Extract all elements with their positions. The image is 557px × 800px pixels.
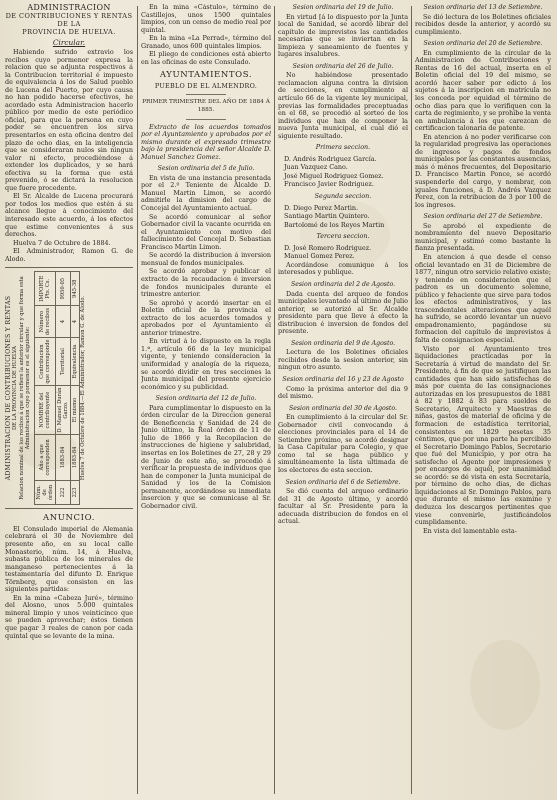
list-item: Juan Vazquez Cano. (284, 163, 348, 172)
paragraph: En atencion á que desde el censo oficial levantado en 31 de Diciembre de 1877, ningun otro servicio relativo existe; y teniendo en consideracion que el padron es un documento solemne, público y fehaciente que sirve para todos los efectos administrativos, y las trascendentales alteraciones que aquél ha sufrido, se acordó levantar un nuevo empadronamiento, pagándose su formacion del capítulo de imprevistos á falta de consignacion especial. (415, 252, 551, 344)
paragraph: En virtud [á lo dispuesto por la Junta local de Sanidad, se acordó librar del capítulo de imprevistos las cantidades necesarias que se inviertan en la limpieza y saneamiento de fuentes y lugares insalubres. (278, 12, 408, 59)
table-footer: Huelva 7 de Octubre de 1884.—El Administrador, Ramon G. de Alodo. (79, 296, 86, 481)
table-header-cell: Número de recibos (34, 306, 55, 337)
separator (186, 119, 226, 120)
column-4 (415, 4, 551, 796)
sesion-heading: Sesion ordinaria del 30 de Agosto. (288, 404, 398, 412)
pliego: El pliego de condiciones está abierto en las oficinas de este Consulado. (141, 50, 271, 66)
paragraph: En vista del lamentable esta- (423, 526, 517, 535)
sesion-heading: Sesion ordinaria del 9 de Agosto. (290, 339, 396, 347)
sesion-heading: Sesion ordinaria del 26 de Julio. (292, 62, 394, 70)
paragraph: Acordándose comunique á los interesados y publique. (278, 260, 408, 277)
circular-title: Circular. (52, 38, 86, 47)
table-cell: 1883-84 (70, 435, 79, 481)
rot-sub: DE LA PROVINCIA DE HUELVA (12, 346, 19, 431)
table-cell: Territorial (55, 338, 70, 386)
extracto: Extracto de los acuerdos tomados por el Ayuntamiento y aprobados por el mismo durante el expresado trimestre bajo la presidencia del señor Alcalde D. Manuel Sanchez Gomez. (141, 122, 271, 161)
table-cell: 9950-05 (55, 272, 70, 306)
paragraph: En virtud á lo dispuesto en la regla 1.ª, artículo 66 de la ley municipal vigente, y teniendo consideracion la uniformidad y analogía de la riqueza, se acordó dividir en tres secciones la Junta municipal del presente ejercicio económico y su publicidad. (141, 337, 271, 391)
sesion-heading: Sesion ordinaria del 16 y 23 de Agosto (282, 375, 404, 383)
table-cell: 4 (70, 306, 79, 337)
names-list (278, 156, 408, 189)
anuncio-body: El Consulado imperial de Alemania celebrará el 30 de Noviembre del presente año, en su local calle Monasterio, núm. 14, á Huelva, subasta pública de los minerales de manganeso pertenecientes á la testamentaría del difunto D. Enrique Törnberg, que consisten en las siguientes partidas: (5, 524, 133, 594)
alcalde-body: El Sr. Alcalde de Lucena procurará por todos los medios que estén á su alcance llegue á conocimiento del interesado este acuerdo, á los efectos que estime convenientes á sus derechos. (5, 192, 133, 239)
rot-title: ADMINISTRACION DE CONTRIBUCIONES Y RENTAS (5, 295, 12, 481)
column-rule (274, 6, 275, 794)
mine-castulo: En la mina «Cástulo», término de Castillejos, unos 1500 quintales limpios, con un censo de medio real por quintal. (141, 4, 271, 34)
paragraph: Como la próxima anterior del dia 9 del mismo. (278, 384, 408, 401)
list-item: D. José Romero Rodriguez. (284, 243, 372, 252)
table-header-cell: Contribucion que corresponde (34, 338, 55, 386)
column-2 (141, 4, 271, 796)
paragraph: En atencion á no poder verificarse con la regularidad progresiva las operaciones de ingresos y pagos de fondos municipales por las constantes ausencias, más ó ménos frecuentes, del Depositario D. Francisco Martin Ponce, se acordó suspenderle del cargo, y nombrar, con iguales funciones, á D. Andrés Vazquez Perez, con la retribucion de 3 por 100 de los ingresos. (415, 132, 551, 209)
paragraph: Se acordó la distribucion á inversion mensual de fondos municipales. (141, 251, 271, 267)
sesion-heading: Sesion ordinaria del 19 de Julio. (292, 4, 394, 11)
seccion-heading: Primera seccion. (315, 143, 371, 152)
list-item: José Miguel Rodriguez Gomez. (284, 171, 384, 180)
seccion-heading: Segunda seccion. (314, 192, 372, 201)
sesion-heading: Sesion ordinaria del 12 de Julio. (155, 395, 257, 403)
list-item: Francisco Javier Rodriguez. (284, 180, 374, 189)
names-list (278, 205, 408, 230)
list-item: D. Andrés Rodriguez García. (284, 154, 377, 163)
table-cell: 945-38 (70, 272, 79, 306)
table-header-cell: Año a que corresponden (34, 435, 55, 481)
sesion-heading: Sesion ordinaria del 20 de Setiembre. (423, 40, 543, 48)
sesion-heading: Sesion ordinaria del 13 de Setiembre. (423, 4, 543, 11)
mine-perrad: En la mina «La Perrad», término del Granado, unos 600 quintales limpios. (141, 34, 271, 50)
column-rule (411, 6, 412, 794)
column-rule (137, 6, 138, 794)
list-item: Bartolomé de los Reyes Martin (284, 220, 385, 229)
paragraph: En cumplimiento de la circular de la Administracion de Contribuciones y Rentas de 16 del actual, inserta en el Boletin oficial del 19 del mismo, se acordó hacer saber por edicto á los sujetos á la inscripcion en matrícula no les conceda por equidad el término de ocho dias para que lo verifiquen con la carta de regimiento, y se prohibe la venta en ambulancia á los que carezcan de certificacion talonaria de patente. (415, 48, 551, 133)
receipts-table (34, 271, 80, 505)
table-cell: 1883-84 (55, 435, 70, 481)
pueblo-title: PUEBLO DE EL ALMENDRO. (154, 81, 258, 90)
list-item: Manuel Gomez Perez. (284, 252, 355, 261)
admin-header (5, 4, 133, 47)
sesion-heading: Sesion ordinaria del 27 de Setiembre. (423, 213, 543, 221)
table-header-cell: NOMBRE del contribuyente (34, 386, 55, 435)
table-cell: 222 (55, 481, 70, 505)
rot-desc: Relacion nominal de los recibos á que se refiere la anterior circular y que forma esta Administracion cuyo pormenor es el siguiente: (18, 276, 32, 501)
table-header-row (34, 272, 55, 505)
trimestre: PRIMER TRIMESTRE DEL AÑO DE 1884 Á 1885. (142, 99, 270, 114)
header-sub: DE CONTRIBUCIONES Y RENTAS (5, 12, 133, 20)
table-row (70, 272, 79, 505)
rotated-table-block (5, 267, 133, 509)
list-item: Santiago Martin Quintero. (284, 212, 370, 221)
anuncio-title: ANUNCIO. (42, 513, 95, 524)
names-list (278, 245, 408, 261)
paragraph: Se dió lectura de los Boletines oficiales recibidos desde la anterior, y acordó su cumplimiento. (415, 12, 551, 36)
sesion-heading: Sesion ordinaria del 2 de Agosto. (290, 280, 396, 288)
table-cell: D. Manuel Durán Garzo. (56, 387, 69, 433)
table-cell: El mismo (70, 386, 79, 435)
table-cell: 4 (55, 306, 70, 337)
table-row (55, 272, 70, 505)
date-line: Huelva 7 de Octubre de 1884. (13, 238, 111, 247)
header-admin: ADMINISTRACION (27, 4, 111, 12)
table-header-cell: IMPORTE Pts. Cs. (34, 272, 55, 306)
signature: El Administrador, Ramon G. de Alodo. (5, 247, 133, 263)
paragraph: Visto por el Ayuntamiento tres liquidaciones practicadas por la Secretaría á virtud de mandato del Sr. Presidente, á fin de que se justifiquen las cantidades que han sido satisfechas de más por cuenta de las consignaciones autorizadas en los presupuestos de 1881 á 82 y 1882 á 83 para sueldos de Secretario, Arquitecto y Maestras de niñas, gastos de material de oficina y de formacion de estadística territorial, consistentes en 1829 pesetas 35 céntimos, que por una parte ha percibido el Secretario Domingo Pablos, Secretario que fué del Municipio, y por otra ha satisfecho el Agente por impresiones y por encargos de aquél, por unanimidad se acordó: se dé vista en esta Secretaría, por término de ocho dias, de dichas liquidaciones al Sr. Domingo Pablos, para que durante el mismo las examine y deduzca los descargos pertinentes que viese convenirle, justificándolos cumplidamente. (415, 344, 551, 527)
circular-body: Habiendo sufrido extravio los recibos cuyo pormenor expresa la relacion que se adjunta respectivos á la Contribucion territorial é impuesto de equivalencia á los de Salud pueblo de Lucena del Puerto, por cuyo causa no han podido hacerse efectivos, he acordado esta Administracion hacerlo público por medio de este periódico oficial, para que la persona en cuyo poder se encuentren los sirva presentarlos en esta oficina dentro del plazo de ocho dias, en la inteligencia que se consideraran nulos sin ningun valor ni efecto, procediéndose á extender los duplicados, y se hará efectiva su la forma que está prevenido, ó se dictará la resolucion que fuere procedente. (5, 48, 133, 192)
column-3 (278, 4, 408, 796)
paragraph: En cumplimiento á la circular del Sr. Gobernador civil convocando á elecciones provinciales para el 14 de Setiembre próximo, se acordó designar la Casa Capitular para Colegio, y que como tal se haga público y simultáneamente la lista ultimada de los electores de esta seccion. (278, 413, 408, 474)
paragraph: Se acordó comunicar al señor Gobernador civil la vacante ocurrida en el Ayuntamiento con motivo del fallecimiento del Concejal D. Sebastian Francisco Martin Limon. (141, 212, 271, 251)
rotated-content (6, 271, 132, 505)
table-cell: 223 (70, 481, 79, 505)
sesion-heading: Sesion ordinaria del 5 de Julio. (157, 165, 255, 173)
table-header-cell: Núm. de órden (34, 481, 55, 505)
paragraph: Dada cuenta del arqueo de fondos municipales levantado al último de Julio anterior, se autorizó al Sr. Alcalde presidente para que lleve á efecto la distribucion é inversion de fondos del presente. (278, 289, 408, 336)
column-1 (5, 4, 133, 796)
paragraph: Lectura de los Boletines oficiales recibidos desde la sesion anterior, sin ningun otro asunto. (278, 348, 408, 372)
table-cell: Equivalencia (70, 338, 79, 386)
paragraph: Para cumplimentar lo dispuesto en la órden circular de la Direccion general de Beneficencia y Sanidad de 24 de Junio último, la Real órden de 11 de Julio de 1866 y la Recopilacion de instrucciones de higiene y salubridad, insertas en los Boletines de 27, 28 y 29 de Junio de este año, se procedió á verificar la propuesta de individuos que han de componer la Junta municipal de Sanidad y los de la Comision permanente, acordándose su inmediata insercion y que se comunicase al Sr. Gobernador civil. (141, 403, 271, 510)
sesion-heading: Sesion ordinaria del 6 de Setiembre. (285, 478, 401, 486)
ayuntamientos-title: AYUNTAMIENTOS. (159, 70, 253, 81)
paragraph: En vista de una instancia presentada por el 2.º Teniente de Alcalde D. Manuel Martin Limon, se acordó admitirle la dimision del cargo de Concejal del Ayuntamiento actual. (141, 173, 271, 213)
paragraph: Se acordó aprobar y publicar el extracto de la recaudacion é inversion de fondos municipales durante el trimestre anterior. (141, 267, 271, 299)
list-item: D. Diego Perez Martin. (284, 203, 359, 212)
separator (186, 94, 226, 95)
header-prov2: PROVINCIA DE HUELVA. (22, 28, 116, 36)
paragraph: Se dió cuenta del arqueo ordinario del 31 de Agosto último, y acordó facultar al Sr. Presidente para la adecuada distribucion de fondos en el actual. (278, 487, 408, 526)
seccion-heading: Tercera seccion. (316, 232, 370, 241)
header-prov: DE LA (57, 20, 81, 28)
anuncio-item: En la mina «Cabeza Juré», término del Alosno, unos 5.000 quintales mineral limpio y unos veinticinco que se pueden aprovechar; éstos tienen que pagar 3 reales de canon por cada quintal que se levante de la mina. (5, 593, 133, 640)
paragraph: Se aprobó el expediente de nombramiento del nuevo Depositario municipal, y estimó como bastante la fianza presentada. (415, 221, 551, 253)
paragraph: Se aprobó y acordó insertar en el Boletin oficial de la provincia el extracto de los acuerdos tomados y aprobados por el Ayuntamiento el anterior trimestre. (141, 298, 271, 337)
paragraph: No habiéndose presentado reclamacion alguna contra la division de secciones, en cumplimiento al artículo 66 de la vigente ley municipal, previas las formalidades preceptuadas en el 68, se procedió al sorteo de los individuos que han de componer la nueva Junta municipal, el cual dió el siguiente resultado. (278, 71, 408, 140)
